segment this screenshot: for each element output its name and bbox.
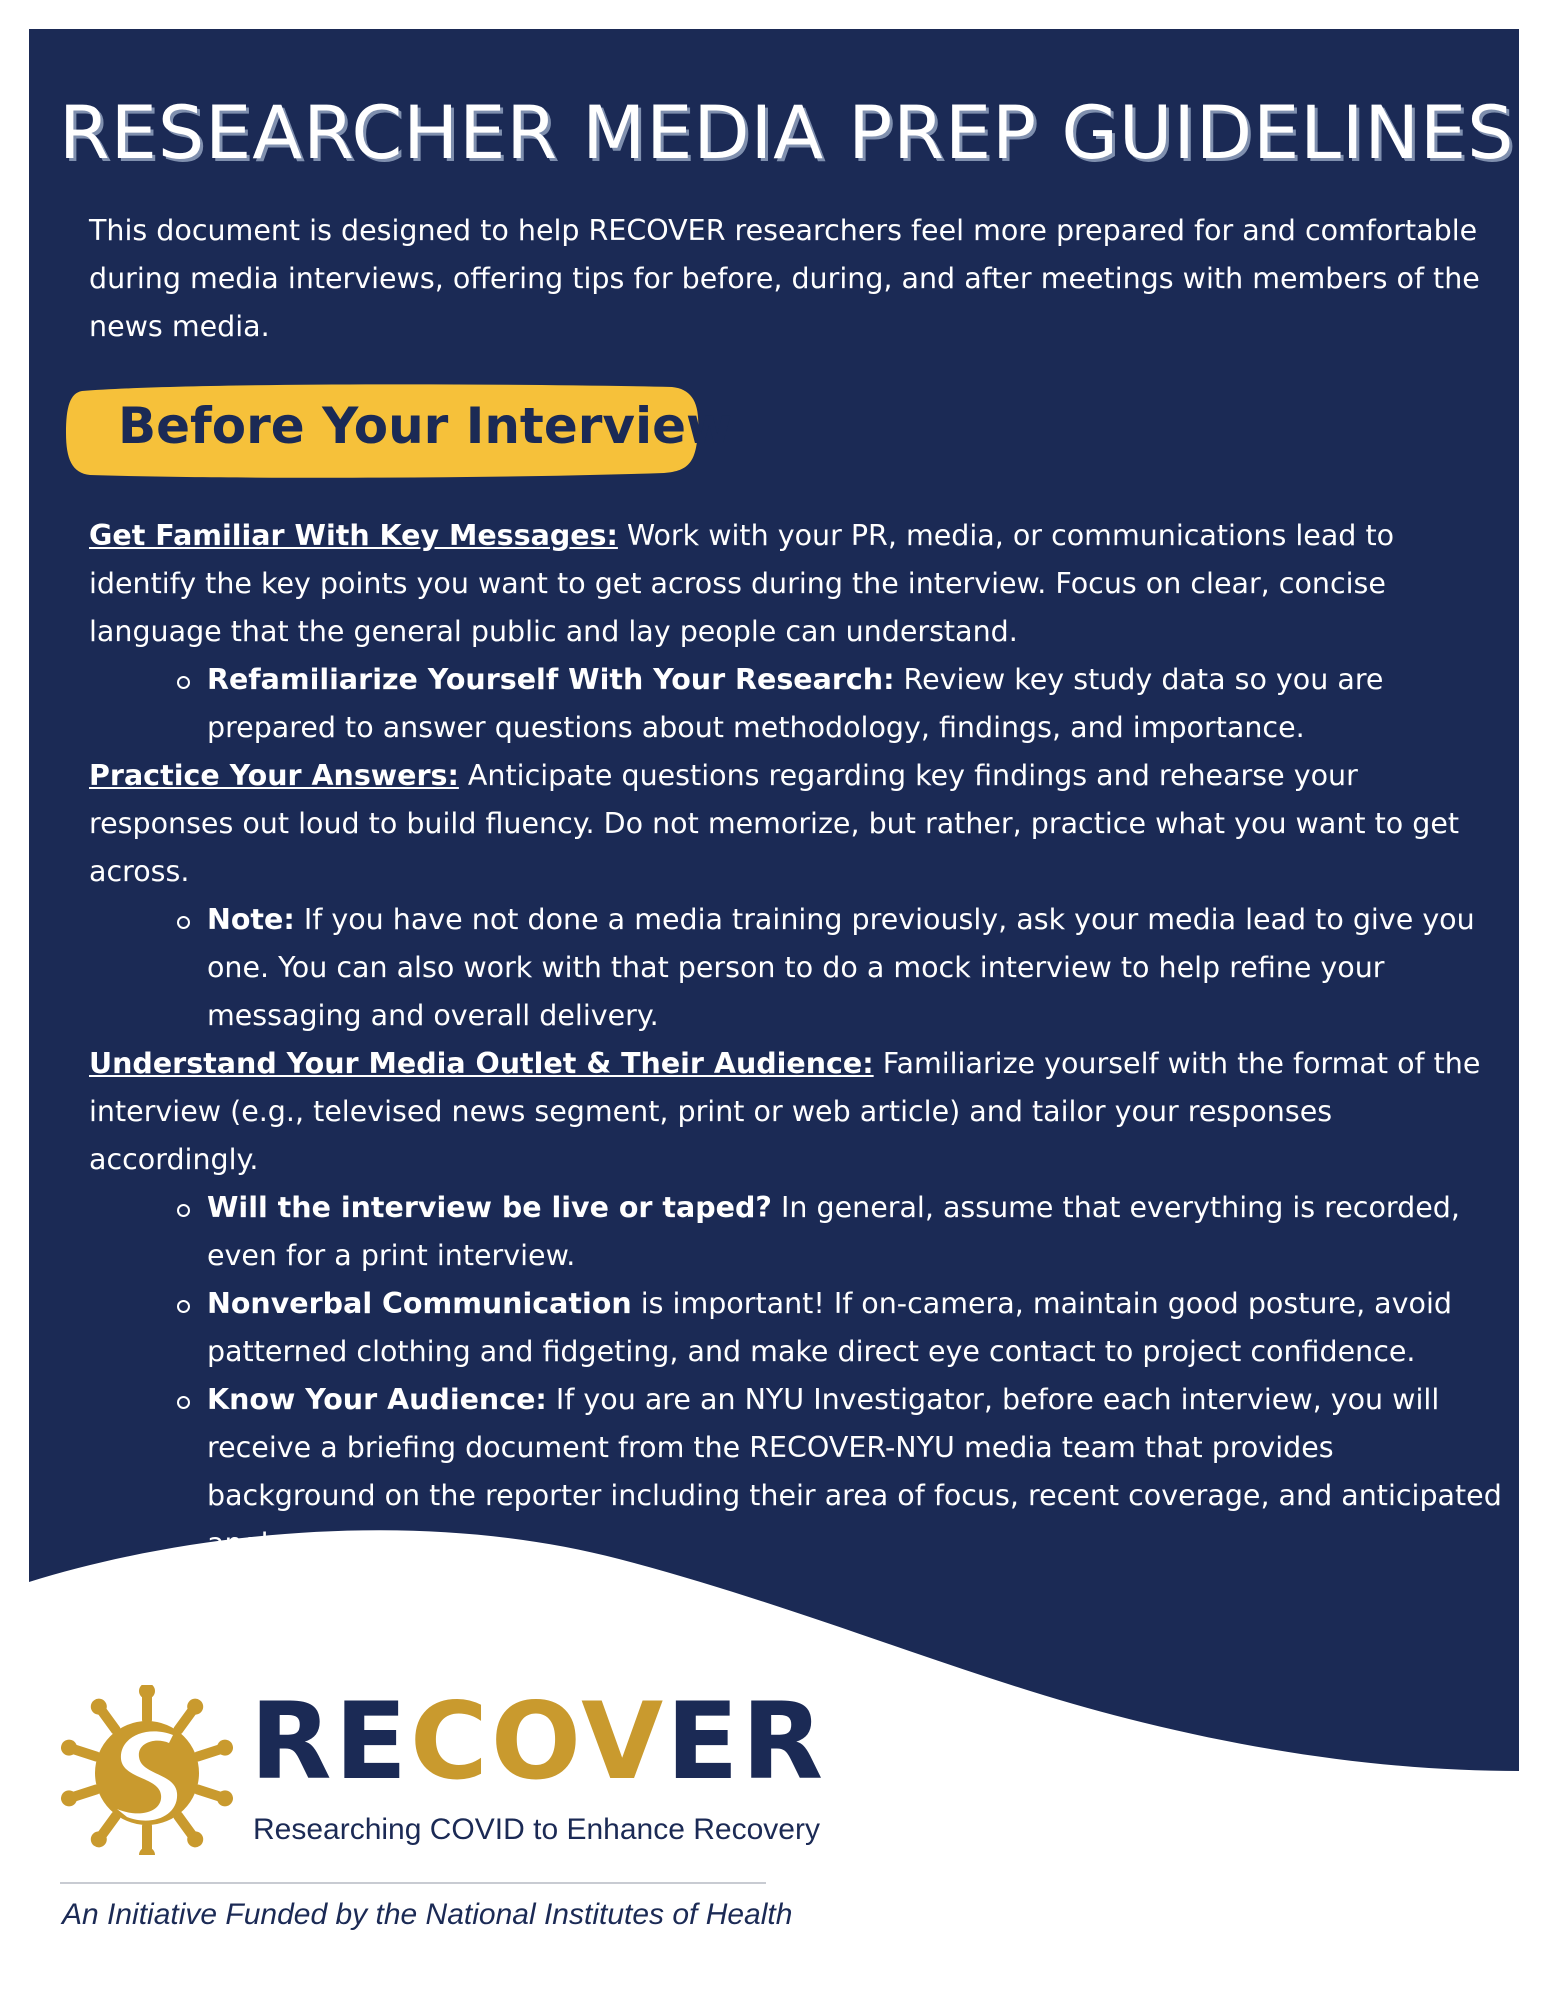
sub-item-text: is important! If on-camera, maintain good posture, avoid patterned clothing and fidgeting, and make direct eye contact to project confidence.: [207, 1287, 1452, 1368]
funding-statement: An Initiative Funded by the National Institutes of Health: [62, 1898, 793, 1931]
guideline-text: Work with your PR, media, or communications lead to identify the key points you want to get across during the interview. Focus on clear, concise language that the general public and lay people can understand.: [89, 519, 1395, 648]
sub-list-item: [207, 1280, 1509, 1376]
guideline-item: [89, 752, 1509, 896]
section-title: Before Your Interview: [118, 397, 733, 455]
intro-paragraph: This document is designed to help RECOVER researchers feel more prepared for and comfortable during media interviews, offering tips for before, during, and after meetings with members of the news media.: [89, 214, 1480, 343]
guideline-item: [89, 512, 1509, 656]
recover-wordmark: [250, 1680, 827, 1803]
sub-item-lead: Nonverbal Communication: [207, 1287, 632, 1320]
guideline-term: Get Familiar With Key Messages:: [89, 519, 618, 552]
section-header-badge: [64, 375, 733, 487]
wordmark-er: ER: [666, 1680, 827, 1803]
sub-list: [89, 896, 1509, 1040]
wordmark-re: RE: [250, 1680, 411, 1803]
recover-logo: [55, 1680, 827, 1865]
footer-divider: [60, 1882, 766, 1884]
wordmark-cov: COV: [410, 1680, 667, 1803]
sub-list: [89, 1184, 1509, 1568]
sub-item-lead: Know Your Audience:: [207, 1383, 547, 1416]
sub-item-lead: Refamiliarize Yourself With Your Research:: [207, 663, 895, 696]
sub-list-item: [207, 896, 1509, 1040]
sub-list: [89, 656, 1509, 752]
guideline-term: Understand Your Media Outlet & Their Audience:: [89, 1047, 874, 1080]
section-body: [89, 512, 1509, 1568]
sub-list-item: [207, 1184, 1509, 1280]
virus-sun-icon: [55, 1685, 245, 1855]
sub-list-item: [207, 1376, 1509, 1568]
sub-list-item: [207, 656, 1509, 752]
sub-item-text: If you are an NYU Investigator, before each interview, you will receive a briefing document from the RECOVER-NYU media team that provides background on the reporter including their area of focus, recent coverage, and anticipated angle.: [207, 1383, 1502, 1560]
logo-tagline: Researching COVID to Enhance Recovery: [253, 1813, 820, 1846]
guideline-text: Familiarize yourself with the format of the interview (e.g., televised news segment, print or web article) and tailor your responses accordingly.: [89, 1047, 1481, 1176]
sub-item-text: If you have not done a media training previously, ask your media lead to give you one. You can also work with that person to do a mock interview to help refine your messaging and overall delivery.: [207, 903, 1475, 1032]
guideline-item: [89, 1040, 1509, 1184]
page-title: RESEARCHER MEDIA PREP GUIDELINES: [59, 91, 1515, 176]
sub-item-lead: Note:: [207, 903, 295, 936]
sub-item-lead: Will the interview be live or taped?: [207, 1191, 772, 1224]
sub-item-text: Review key study data so you are prepared to answer questions about methodology, findings, and importance.: [207, 663, 1384, 744]
guideline-term: Practice Your Answers:: [89, 759, 459, 792]
sub-item-text: In general, assume that everything is recorded, even for a print interview.: [207, 1191, 1460, 1272]
guideline-text: Anticipate questions regarding key findings and rehearse your responses out loud to build fluency. Do not memorize, but rather, practice what you want to get across.: [89, 759, 1460, 888]
